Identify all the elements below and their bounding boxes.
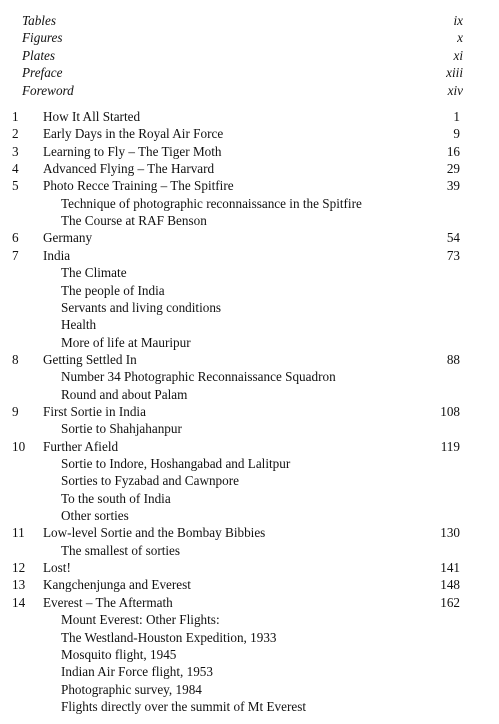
- section-entry: [0, 490, 499, 507]
- section-entry: [0, 264, 499, 281]
- section-title: More of life at Mauripur: [61, 334, 191, 350]
- section-title: The Westland-Houston Expedition, 1933: [61, 629, 277, 645]
- page-number: 141: [440, 560, 460, 576]
- entry-title: Tables: [22, 13, 56, 28]
- section-entry: [0, 663, 499, 680]
- page-number: 162: [440, 594, 460, 610]
- chapter-number: 10: [12, 438, 26, 454]
- section-title: The smallest of sorties: [61, 542, 181, 558]
- section-title: Health: [61, 317, 97, 333]
- chapter-entry: [0, 559, 499, 576]
- entry-title: Foreword: [22, 82, 74, 98]
- chapter-number: 3: [12, 143, 19, 159]
- section-title: Other sorties: [61, 508, 129, 524]
- page-number: ix: [453, 13, 463, 28]
- entry-title: Preface: [22, 65, 63, 81]
- chapter-entry: [0, 594, 499, 611]
- chapter-entry: [0, 438, 499, 455]
- page-number: 9: [453, 126, 460, 142]
- chapter-title: Learning to Fly – The Tiger Moth: [43, 143, 222, 159]
- page-number: x: [457, 30, 463, 46]
- section-title: Indian Air Force flight, 1953: [61, 664, 213, 680]
- chapter-title: How It All Started: [43, 109, 141, 124]
- section-entry: [0, 386, 499, 403]
- chapter-number: 11: [12, 525, 25, 541]
- section-title: The Course at RAF Benson: [61, 213, 207, 229]
- chapter-title: Kangchenjunga and Everest: [43, 577, 191, 593]
- chapter-entry: [0, 177, 499, 194]
- page-number: 148: [440, 577, 460, 593]
- section-entry: [0, 212, 499, 229]
- chapter-entry: [0, 143, 499, 160]
- chapter-title: First Sortie in India: [43, 403, 146, 419]
- section-title: Flights directly over the summit of Mt Everest: [61, 698, 307, 714]
- page-number: xiii: [446, 65, 463, 81]
- front-matter-entry: [0, 47, 499, 64]
- section-title: Mosquito flight, 1945: [61, 646, 177, 662]
- section-entry: [0, 455, 499, 472]
- section-entry: [0, 542, 499, 559]
- chapter-entry: [0, 403, 499, 420]
- chapter-entry: [0, 160, 499, 177]
- section-entry: [0, 681, 499, 698]
- section-entry: [0, 507, 499, 524]
- chapter-title: Germany: [43, 230, 93, 246]
- chapter-number: 1: [12, 109, 19, 124]
- page-number: 54: [446, 230, 460, 246]
- chapter-number: 14: [12, 594, 26, 610]
- chapter-entry: [0, 247, 499, 264]
- chapter-number: 9: [12, 403, 19, 419]
- chapter-title: Early Days in the Royal Air Force: [43, 126, 224, 142]
- page-number: xiv: [447, 82, 463, 98]
- section-entry: [0, 368, 499, 385]
- section-title: Sortie to Shahjahanpur: [61, 421, 182, 437]
- chapter-number: 6: [12, 230, 19, 246]
- chapter-entry: [0, 108, 499, 125]
- section-entry: [0, 611, 499, 628]
- section-title: Technique of photographic reconnaissance in the Spitfire: [61, 195, 362, 211]
- section-entry: [0, 472, 499, 489]
- chapter-title: Advanced Flying – The Harvard: [43, 161, 215, 177]
- chapter-number: 12: [12, 560, 26, 576]
- section-title: Sortie to Indore, Hoshangabad and Lalitpur: [61, 456, 291, 471]
- chapter-title: Lost!: [43, 560, 71, 576]
- chapter-number: 8: [12, 351, 19, 367]
- page-number: 1: [453, 109, 460, 124]
- chapter-number: 5: [12, 178, 19, 194]
- section-title: To the south of India: [61, 490, 171, 506]
- page-number: 39: [446, 178, 460, 194]
- entry-title: Figures: [22, 30, 63, 46]
- chapter-entry: [0, 351, 499, 368]
- chapter-entry: [0, 524, 499, 541]
- chapter-number: 7: [12, 247, 19, 263]
- front-matter-entry: [0, 82, 499, 99]
- chapter-title: Further Afield: [43, 438, 119, 454]
- chapter-title: India: [43, 247, 71, 263]
- section-entry: [0, 646, 499, 663]
- chapter-entry: [0, 125, 499, 142]
- page-number: xi: [453, 47, 463, 63]
- chapter-number: 2: [12, 126, 19, 142]
- page-number: 119: [440, 438, 460, 454]
- page-number: 73: [446, 247, 460, 263]
- page-number: 88: [446, 351, 460, 367]
- chapter-entry: [0, 576, 499, 593]
- section-entry: [0, 420, 499, 437]
- chapter-title: Low-level Sortie and the Bombay Bibbies: [43, 525, 266, 541]
- chapter-number: 4: [12, 161, 19, 177]
- section-title: Round and about Palam: [61, 386, 188, 402]
- section-title: Number 34 Photographic Reconnaissance Squadron: [61, 369, 336, 385]
- page-number: 130: [440, 525, 460, 541]
- section-title: Mount Everest: Other Flights:: [61, 612, 220, 628]
- section-title: Servants and living conditions: [61, 299, 222, 315]
- page-number: 16: [446, 143, 460, 159]
- section-title: The people of India: [61, 282, 165, 298]
- page-number: 29: [446, 161, 460, 177]
- section-entry: [0, 334, 499, 351]
- section-entry: [0, 698, 499, 715]
- chapter-title: Getting Settled In: [43, 351, 137, 367]
- chapter-title: Everest – The Aftermath: [43, 594, 173, 610]
- front-matter-entry: [0, 64, 499, 81]
- chapter-title: Photo Recce Training – The Spitfire: [43, 178, 234, 194]
- section-title: Sorties to Fyzabad and Cawnpore: [61, 473, 239, 489]
- front-matter-entry: [0, 12, 499, 29]
- section-entry: [0, 316, 499, 333]
- section-title: The Climate: [61, 265, 127, 281]
- section-entry: [0, 195, 499, 212]
- page-number: 108: [440, 403, 460, 419]
- section-entry: [0, 629, 499, 646]
- section-title: Photographic survey, 1984: [61, 681, 202, 697]
- entry-title: Plates: [22, 47, 55, 63]
- section-entry: [0, 282, 499, 299]
- chapter-number: 13: [12, 577, 26, 593]
- section-entry: [0, 299, 499, 316]
- chapter-entry: [0, 229, 499, 246]
- front-matter-entry: [0, 29, 499, 46]
